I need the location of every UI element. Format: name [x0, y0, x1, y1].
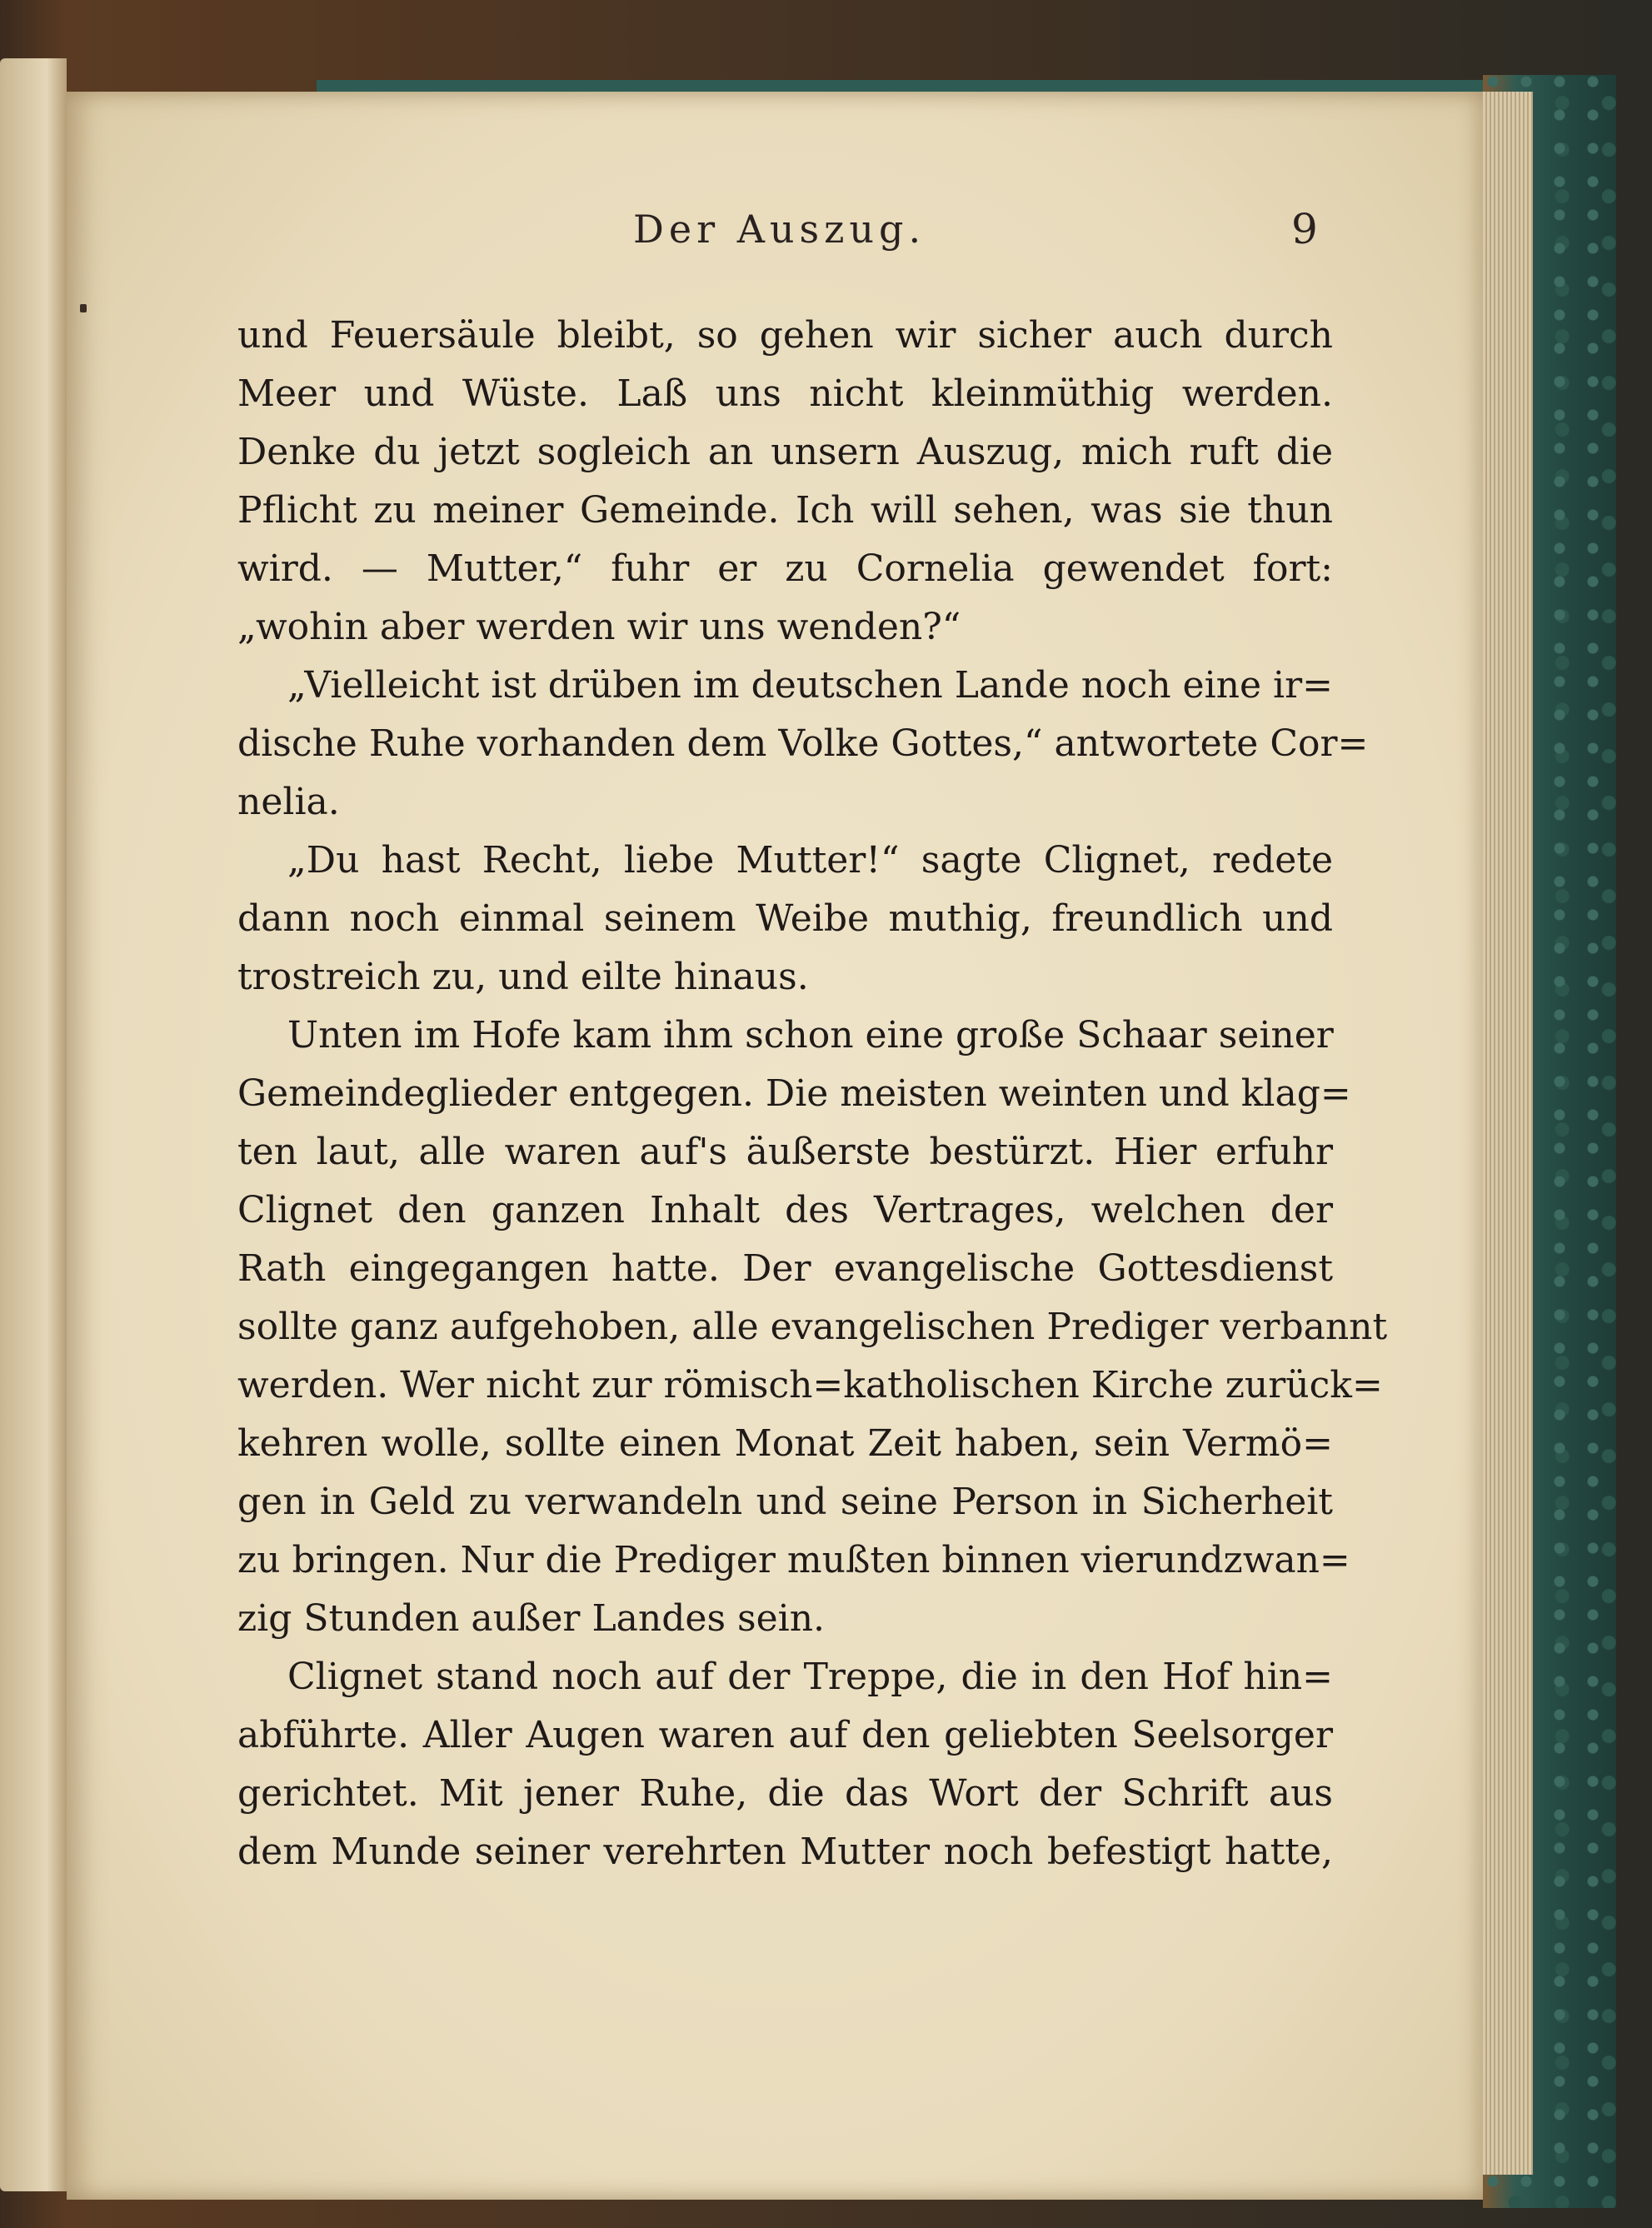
- text-line: „Vielleicht ist drüben im deutschen Lande noch eine ir=: [287, 664, 1333, 707]
- text-line: dem Munde seiner verehrten Mutter noch befestigt hatte,: [237, 1831, 1333, 1873]
- running-head: Der Auszug.: [633, 207, 926, 252]
- text-line: ten laut, alle waren auf's äußerste bestürzt. Hier erfuhr: [237, 1131, 1333, 1173]
- text-line: wird. — Mutter,“ fuhr er zu Cornelia gewendet fort:: [237, 547, 1333, 590]
- text-line: kehren wolle, sollte einen Monat Zeit haben, sein Vermö=: [237, 1422, 1333, 1465]
- page-stack-edges: [1483, 92, 1533, 2175]
- text-line: Clignet stand noch auf der Treppe, die in den Hof hin=: [287, 1656, 1333, 1698]
- text-line: abführte. Aller Augen waren auf den geliebten Seelsorger: [237, 1714, 1333, 1756]
- text-line: Clignet den ganzen Inhalt des Vertrages, welchen der: [237, 1189, 1333, 1231]
- text-line: trostreich zu, und eilte hinaus.: [237, 956, 809, 998]
- text-line: dische Ruhe vorhanden dem Volke Gottes,“ antwortete Cor=: [237, 722, 1369, 765]
- text-line: nelia.: [237, 781, 340, 823]
- text-line: werden. Wer nicht zur römisch=katholischen Kirche zurück=: [237, 1364, 1383, 1406]
- previous-page-edge: [0, 58, 67, 2191]
- text-line: zu bringen. Nur die Prediger mußten binnen vierundzwan=: [237, 1539, 1350, 1581]
- text-line: gen in Geld zu verwandeln und seine Person in Sicherheit: [237, 1481, 1333, 1523]
- text-line: „Du hast Recht, liebe Mutter!“ sagte Clignet, redete: [287, 839, 1333, 882]
- text-line: sollte ganz aufgehoben, alle evangelischen Prediger verbannt: [237, 1306, 1388, 1348]
- text-line: Denke du jetzt sogleich an unsern Auszug, mich ruft die: [237, 431, 1333, 473]
- ink-speck: [80, 304, 87, 312]
- text-line: „wohin aber werden wir uns wenden?“: [237, 606, 961, 648]
- text-line: dann noch einmal seinem Weibe muthig, freundlich und: [237, 897, 1333, 940]
- text-line: gerichtet. Mit jener Ruhe, die das Wort der Schrift aus: [237, 1772, 1333, 1815]
- text-line: Unten im Hofe kam ihm schon eine große Schaar seiner: [287, 1014, 1334, 1057]
- text-line: zig Stunden außer Landes sein.: [237, 1597, 826, 1640]
- text-line: Gemeindeglieder entgegen. Die meisten weinten und klag=: [237, 1072, 1351, 1115]
- text-line: Meer und Wüste. Laß uns nicht kleinmüthig werden.: [237, 372, 1333, 415]
- page-number: 9: [1291, 205, 1318, 253]
- text-line: Rath eingegangen hatte. Der evangelische Gottesdienst: [237, 1247, 1333, 1290]
- text-line: und Feuersäule bleibt, so gehen wir sicher auch durch: [237, 314, 1333, 357]
- text-line: Pflicht zu meiner Gemeinde. Ich will sehen, was sie thun: [237, 489, 1333, 532]
- page-body-text: [237, 307, 1388, 1881]
